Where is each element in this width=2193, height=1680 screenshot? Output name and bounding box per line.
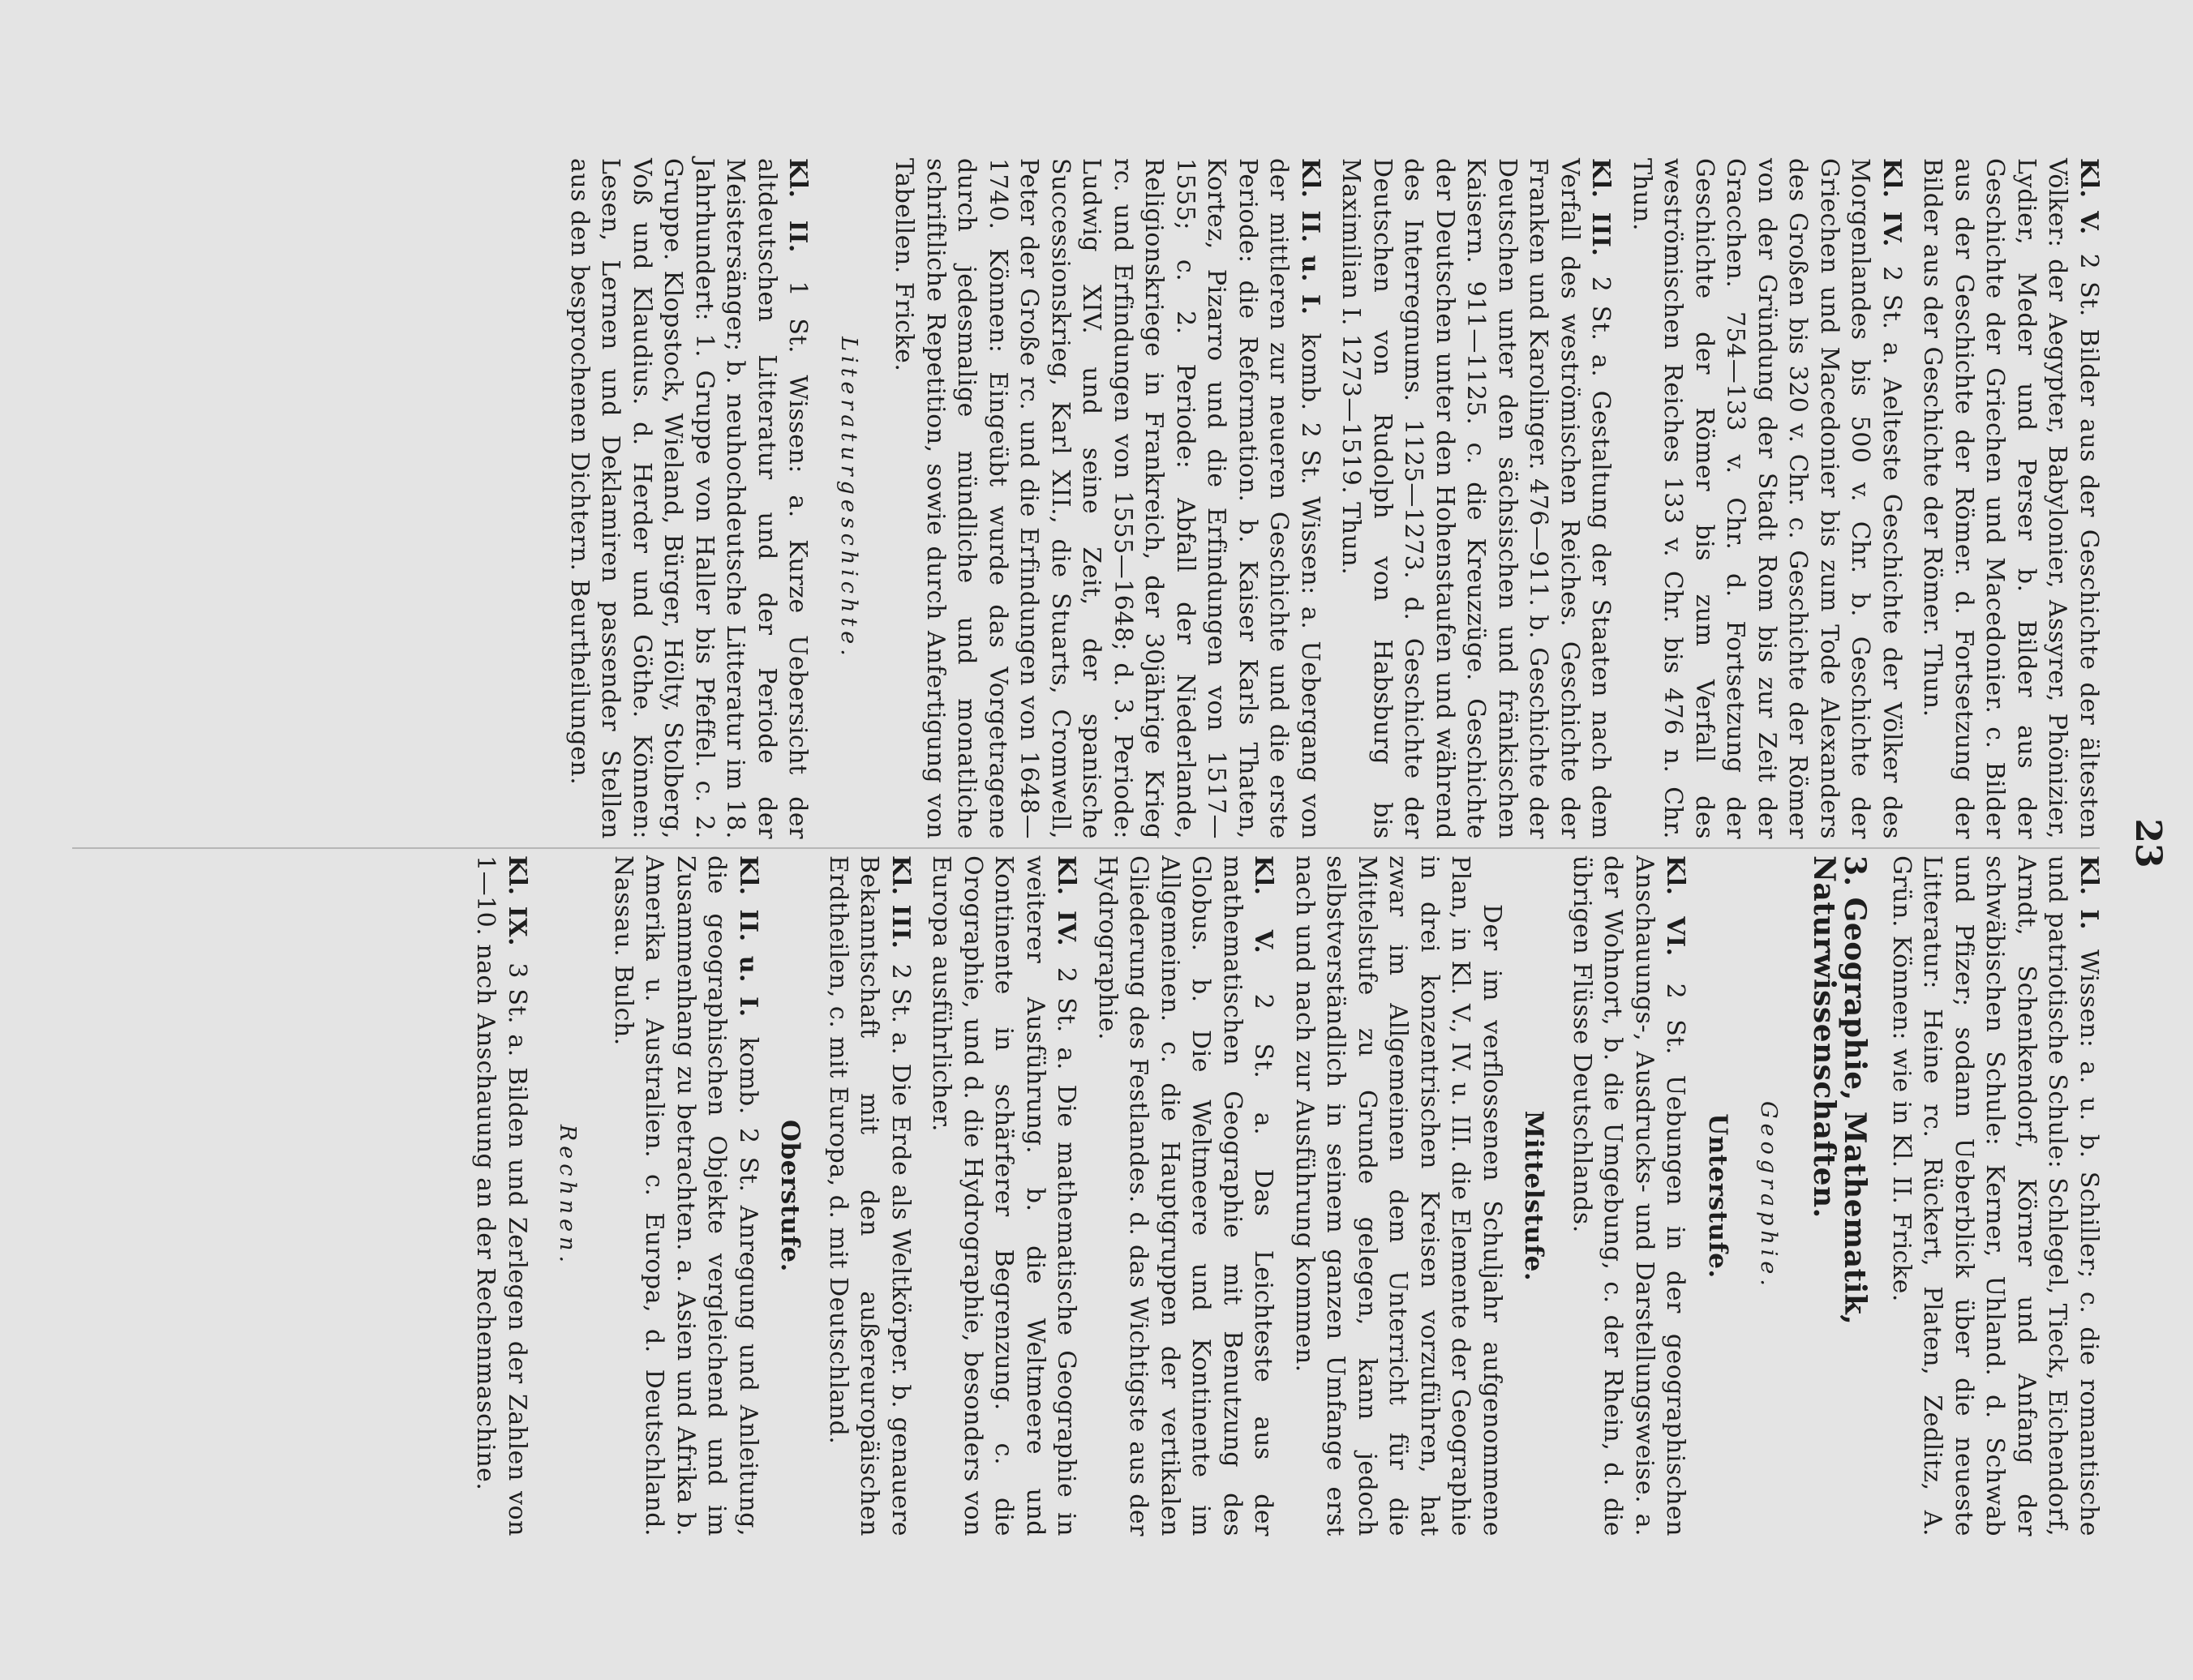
- geography-heading: Geographie.: [1756, 1101, 1782, 1291]
- entry-text: Wissen: a. u. b. Schiller; c. die romantische und patriotische Schule: Schlegel, Tieck, Eichendorf, Arndt, Schenkendorf, Körner und Anfang der schwäbischen Schule: Kerner, Uhland. d. Schwab und Pfizer; sodann Ueberblick über die neueste Litteratur: Heine rc. Rückert, Platen, Zedlitz, A. Grün. Können: wie in Kl. II. Fricke.: [1887, 855, 2103, 1536]
- entry-text: 2 St. a. Das Leichteste aus der mathematischen Geographie mit Benutzung des Globus. b. Die Weltmeere und Kontinente im Allgemeinen. c. die Hauptgruppen der vertikalen Gliederung des Festlandes. d. das Wichtigste aus der Hydrographie.: [1093, 855, 1278, 1537]
- unterstufe-heading: Unterstufe.: [1703, 1113, 1732, 1279]
- entry-label: Kl. VI.: [1661, 855, 1690, 957]
- entry-text: komb. 2 St. Wissen: a. Uebergang von der mittleren zur neueren Geschichte und die erste Periode: die Reformation. b. Kaiser Karls Thaten, Kortez, Pizarro und die Erfindungen von 1517—1555; c. 2. Periode: Abfall der Niederlande, Religionskriege in Frankreich, der 30jährige Krieg rc. und Erfindungen von 1555—1648; d. 3. Periode: Ludwig XIV. und seine Zeit, der spanische Successionskrieg, Karl XII., die Stuarts, Cromwell, Peter der Große rc. und die Erfindungen von 1648—1740. Können: Eingeübt wurde das Vorgetragene durch jedesmalige mündliche und monatliche schriftliche Repetition, sowie durch Anfertigung von Tabellen. Fricke.: [890, 158, 1324, 839]
- entry-label: Kl. IV.: [1052, 855, 1081, 947]
- geography-entry-kl-iv: [925, 855, 1082, 1536]
- rechnen-heading: Rechnen.: [555, 1124, 581, 1268]
- mittelstufe-heading: Mittelstufe.: [1519, 1110, 1549, 1282]
- entry-text: 2 St. Bilder aus der Geschichte der ältesten Völker: der Aegypter, Babylonier, Assyrer, Phönizier, Lydier, Meder und Perser b. Bilder aus der Geschichte der Griechen und Macedonier. c. Bilder aus der Geschichte der Römer. d. Fortsetzung der Bilder aus der Geschichte der Römer. Thun.: [1918, 158, 2103, 839]
- geography-entry-kl-ii-i: [607, 855, 764, 1536]
- entry-text: 2 St. a. Die mathematische Geographie in weiterer Ausführung. b. die Weltmeere und Kontinente in schärferer Begrenzung. c. die Orographie, und d. die Hydrographie, besonders von Europa ausführlicher.: [927, 855, 1081, 1536]
- entry-label: Kl. V.: [2075, 158, 2103, 235]
- entry-text: 2 St. Uebungen in der geographischen Anschauungs-, Ausdrucks- und Darstellungsweise. a. der Wohnort, b. die Umgebung, c. der Rhein, d. die übrigen Flüsse Deutschlands.: [1568, 855, 1690, 1537]
- page-number: 23: [2127, 818, 2169, 868]
- literature-heading: Literaturgeschichte.: [836, 336, 861, 661]
- entry-label: Kl. II.: [783, 158, 813, 253]
- history-entry-kl-iii: [1335, 158, 1616, 839]
- entry-label: Kl. II. u. I.: [1296, 158, 1324, 315]
- entry-label: Kl. IV.: [1878, 158, 1906, 247]
- literature-entry-kl-i: [1886, 855, 2105, 1536]
- entry-label: Kl. II. u. I.: [734, 855, 762, 1018]
- right-column: [460, 855, 2104, 1536]
- geography-entry-kl-v: [1092, 855, 1279, 1536]
- entry-label: Kl. III.: [886, 855, 915, 949]
- literature-entry-kl-ii: [564, 158, 813, 839]
- left-column: [554, 158, 2105, 839]
- rechnen-entry-kl-ix: [470, 855, 532, 1536]
- geography-entry-kl-vi: [1566, 855, 1691, 1536]
- history-entry-kl-iv: [1626, 158, 1908, 839]
- entry-text: 2 St. a. Aelteste Geschichte der Völker des Morgenlandes bis 500 v. Chr. b. Geschichte der Griechen und Macedonier bis zum Tode Alexanders des Großen bis 320 v. Chr. c. Geschichte der Römer von der Gründung der Stadt Rom bis zur Zeit der Gracchen. 754—133 v. Chr. d. Fortsetzung der Geschichte der Römer bis zum Verfall des weströmischen Reiches 133 v. Chr. bis 476 n. Chr. Thun.: [1628, 158, 1906, 839]
- entry-text: 2 St. a. Gestaltung der Staaten nach dem Verfall des weströmischen Reiches. Geschichte der Franken und Karolinger. 476—911. b. Geschichte der Deutschen unter den sächsischen und fränkischen Kaisern. 911—1125. c. die Kreuzzüge. Geschichte der Deutschen unter den Hohenstaufen und während des Interregnums. 1125—1273. d. Geschichte der Deutschen von Rudolph von Habsburg bis Maximilian I. 1273—1519. Thun.: [1337, 158, 1616, 839]
- section-title: 3. Geographie, Mathematik, Naturwissenschaften.: [1807, 855, 1873, 1326]
- entry-text: 2 St. a. Die Erde als Weltkörper. b. genauere Bekanntschaft mit den außereuropäischen Erdtheilen, c. mit Europa, d. mit Deutschland.: [824, 855, 915, 1536]
- geography-entry-kl-iii: [822, 855, 916, 1536]
- oberstufe-heading: Oberstufe.: [775, 1120, 805, 1272]
- entry-text: komb. 2 St. Anregung und Anleitung, die geographischen Objekte vergleichend und im Zusammenhang zu betrachten. a. Asien und Afrika b. Amerika u. Australien. c. Europa, d. Deutschland. Nassau. Bulch.: [609, 855, 762, 1536]
- history-entry-kl-ii-i: [888, 158, 1325, 839]
- entry-label: Kl. I.: [2075, 855, 2103, 930]
- history-entry-kl-v: [1916, 158, 2104, 839]
- entry-label: Kl. III.: [1586, 158, 1616, 257]
- entry-label: Kl. IX.: [503, 855, 531, 946]
- entry-text: 1 St. Wissen: a. Kurze Uebersicht der altdeutschen Litteratur und der Periode der Meistersänger; b. neuhochdeutsche Litteratur im 18. Jahrhundert: 1. Gruppe von Haller bis Pfeffel. c. 2. Gruppe. Klopstock, Wieland, Bürger, Hölty, Stolberg, Voß und Klaudius. d. Herder und Göthe. Können: Lesen, Lernen und Deklamiren passender Stellen aus den besprochenen Dichtern. Beurtheilungen.: [565, 158, 813, 839]
- mittelstufe-paragraph: Der im verflossenen Schuljahr aufgenommene Plan, in Kl. V., IV. u. III. die Elemente der Geographie in drei konzentrischen Kreisen vorzuführen, hat zwar im Allgemeinen dem Unterricht für die Mittelstufe zu Grunde gelegen, kann jedoch selbstverständlich in seinem ganzen Umfange erst nach und nach zur Ausführung kommen.: [1290, 855, 1506, 1536]
- column-divider: [72, 847, 2100, 849]
- entry-label: Kl. V.: [1249, 855, 1278, 954]
- entry-text: 3 St. a. Bilden und Zerlegen der Zahlen von 1—10. nach Anschauung an der Rechenmaschine.: [471, 855, 531, 1536]
